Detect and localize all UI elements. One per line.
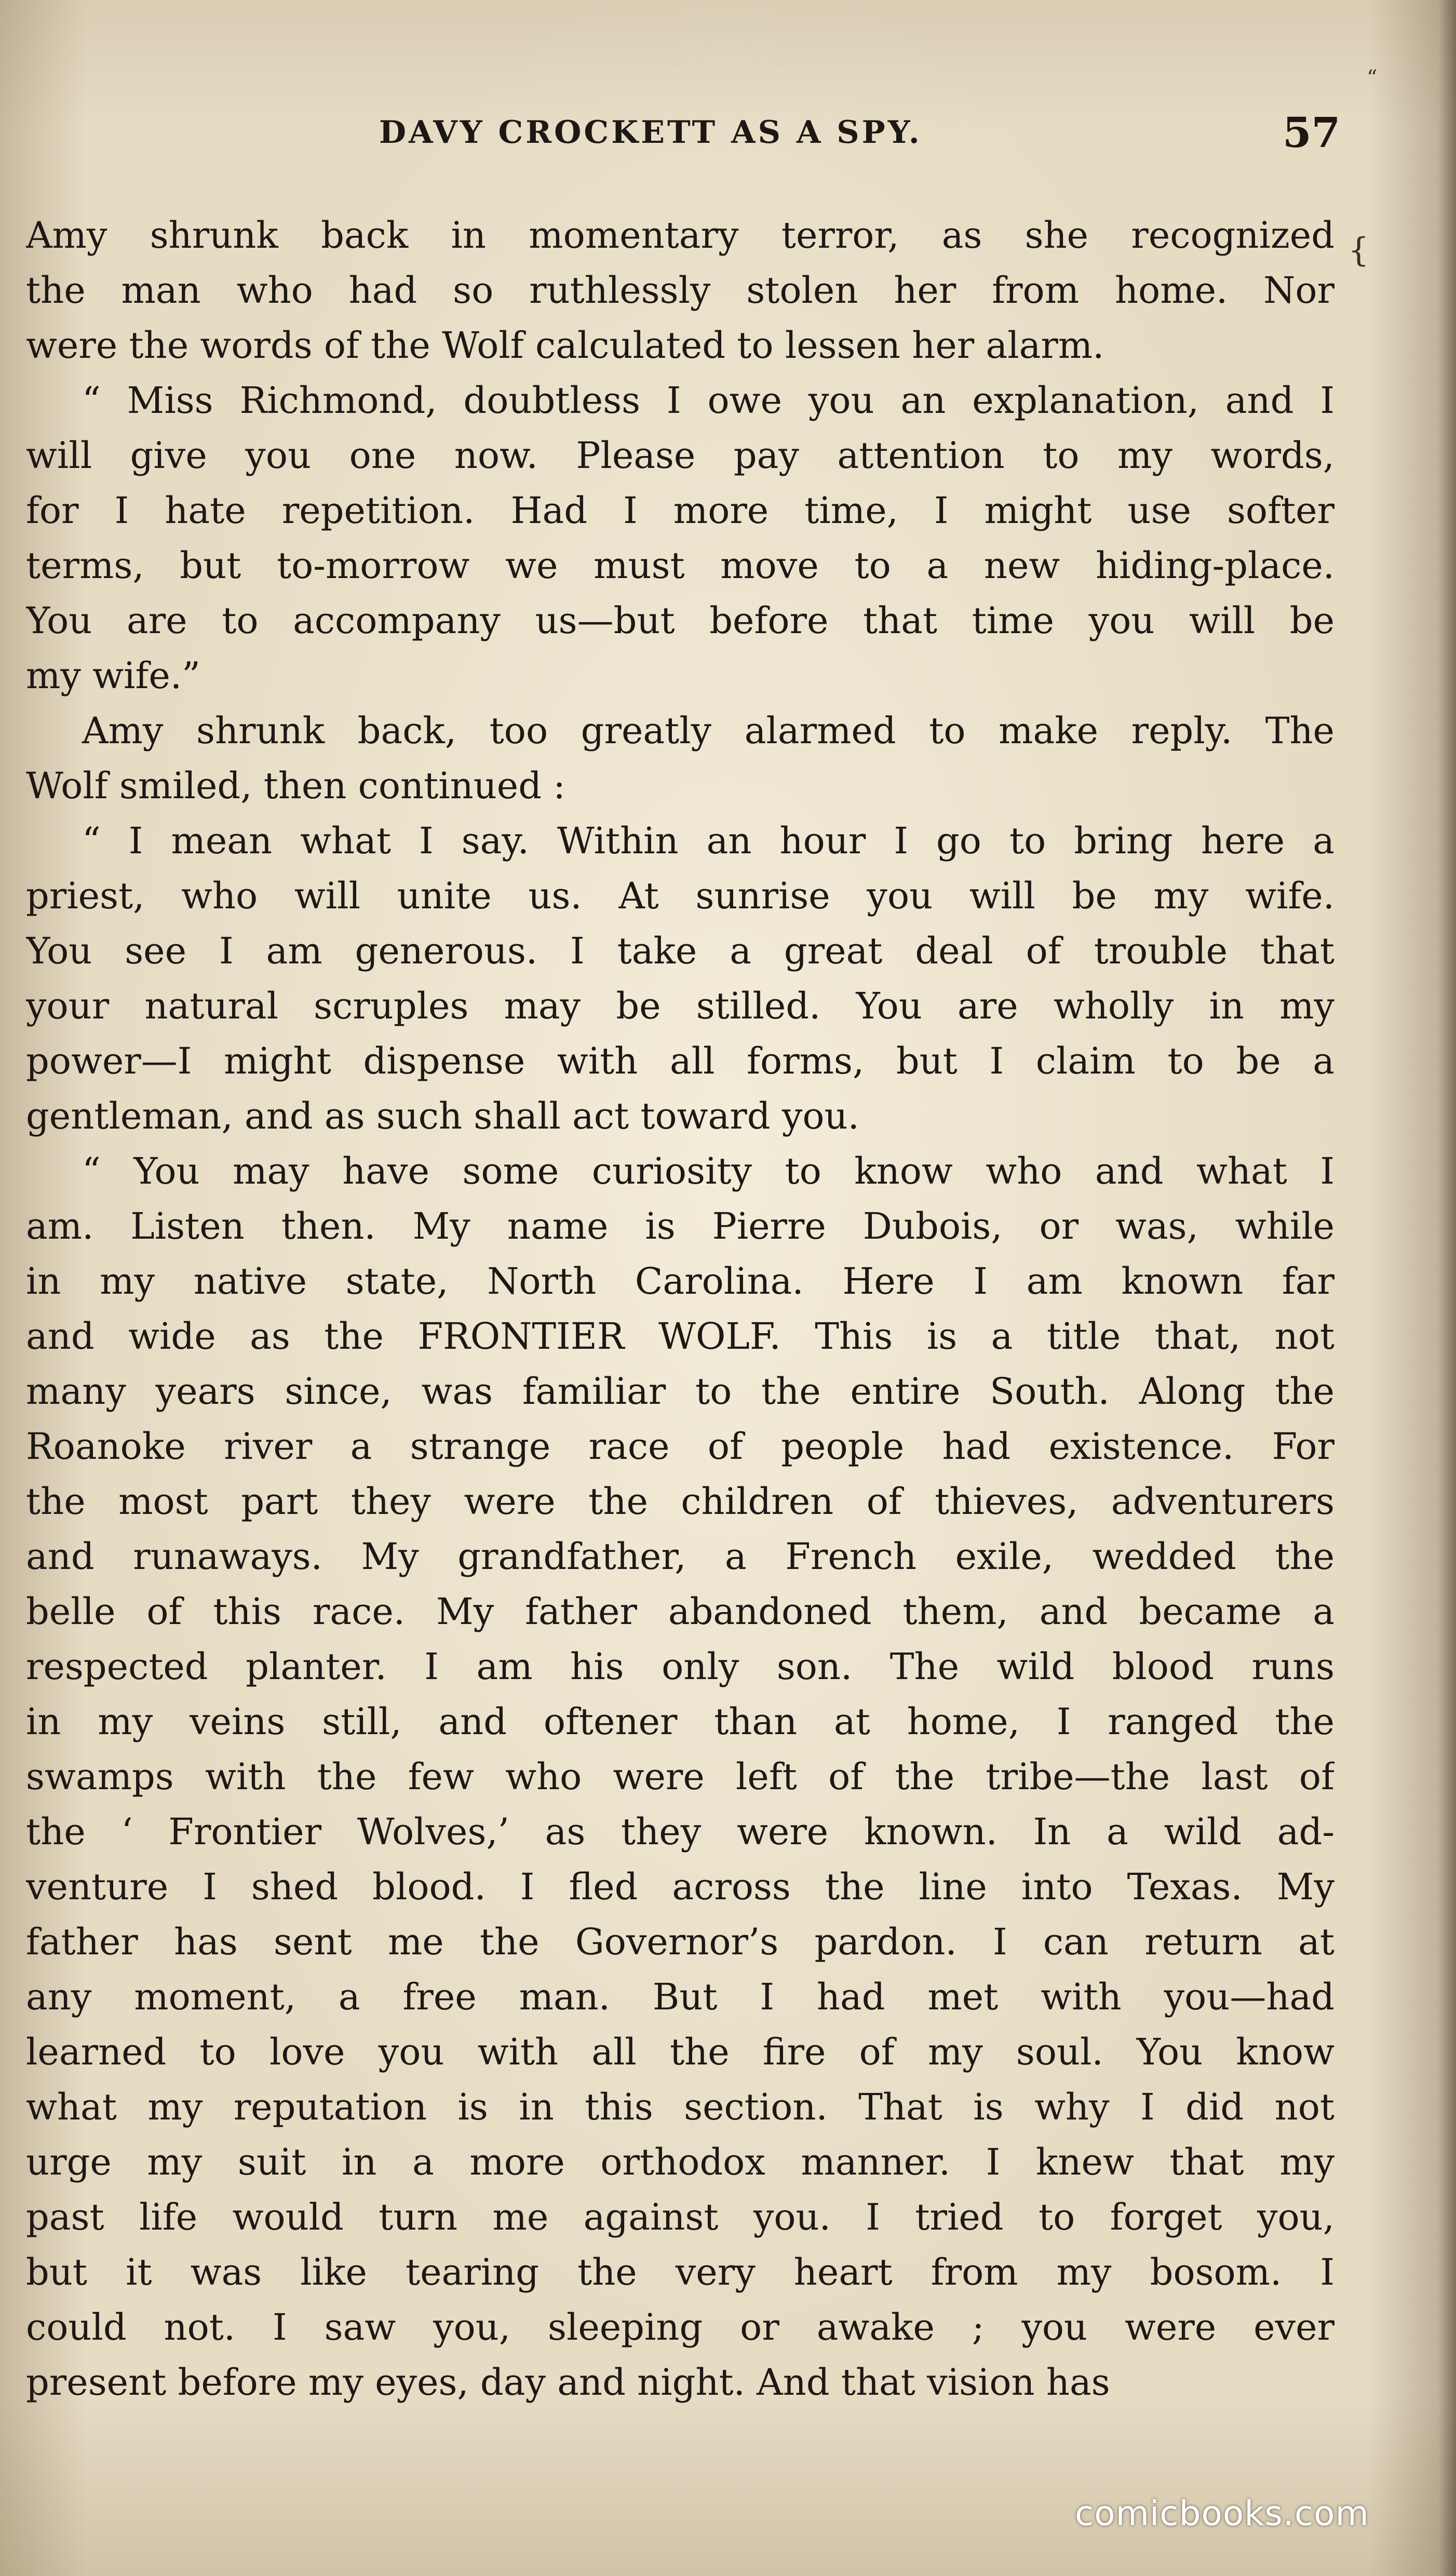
running-title: DAVY CROCKETT AS A SPY. xyxy=(379,114,922,151)
text-line: venture I shed blood. I fled across the line into Texas. My xyxy=(26,1866,1334,1908)
page-edge-shadow xyxy=(1438,0,1456,2576)
text-line: what my reputation is in this section. That is why I did not xyxy=(26,2086,1334,2128)
text-line: respected planter. I am his only son. The wild blood runs xyxy=(26,1645,1334,1688)
paragraph xyxy=(26,1144,1334,2410)
text-line: past life would turn me against you. I tried to forget you, xyxy=(26,2196,1334,2238)
paragraph xyxy=(26,373,1334,703)
text-line: “ I mean what I say. Within an hour I go to bring here a xyxy=(82,820,1334,862)
text-line: the man who had so ruthlessly stolen her from home. Nor xyxy=(26,269,1334,312)
text-line: father has sent me the Governor’s pardon. I can return at xyxy=(26,1921,1334,1963)
text-line: will give you one now. Please pay attention to my words, xyxy=(26,434,1334,477)
text-line: Amy shrunk back in momentary terror, as she recognized xyxy=(26,214,1334,257)
paragraph xyxy=(26,813,1334,1144)
text-line: were the words of the Wolf calculated to lessen her alarm. xyxy=(26,324,1104,367)
margin-mark: { xyxy=(1348,231,1369,270)
text-line: my wife.” xyxy=(26,654,200,697)
text-line: You are to accompany us—but before that time you will be xyxy=(26,599,1334,642)
text-line: and runaways. My grandfather, a French exile, wedded the xyxy=(26,1535,1334,1578)
text-line: in my native state, North Carolina. Here I am known far xyxy=(26,1260,1334,1303)
text-line: any moment, a free man. But I had met with you—had xyxy=(26,1976,1334,2018)
text-line: belle of this race. My father abandoned them, and became a xyxy=(26,1590,1334,1633)
text-line: your natural scruples may be stilled. You are wholly in my xyxy=(26,985,1334,1027)
text-line: present before my eyes, day and night. And that vision has xyxy=(26,2361,1110,2404)
text-line: and wide as the FRONTIER WOLF. This is a title that, not xyxy=(26,1315,1334,1358)
watermark: comicbooks.com xyxy=(1075,2493,1369,2533)
text-line: could not. I saw you, sleeping or awake ; you were ever xyxy=(26,2306,1334,2349)
text-line: in my veins still, and oftener than at home, I ranged the xyxy=(26,1700,1334,1743)
text-line: learned to love you with all the fire of my soul. You know xyxy=(26,2031,1334,2073)
text-line: the ‘ Frontier Wolves,’ as they were known. In a wild ad- xyxy=(26,1810,1334,1853)
text-line: for I hate repetition. Had I more time, I might use softer xyxy=(26,489,1334,532)
text-line: but it was like tearing the very heart from my bosom. I xyxy=(26,2251,1334,2293)
text-line: the most part they were the children of thieves, adventurers xyxy=(26,1480,1334,1523)
text-line: swamps with the few who were left of the tribe—the last of xyxy=(26,1755,1334,1798)
body-text xyxy=(26,208,1334,2410)
text-line: gentleman, and as such shall act toward you. xyxy=(26,1095,859,1137)
text-line: terms, but to-morrow we must move to a new hiding-place. xyxy=(26,544,1334,587)
text-line: Roanoke river a strange race of people had existence. For xyxy=(26,1425,1334,1468)
text-line: power—I might dispense with all forms, but I claim to be a xyxy=(26,1040,1334,1082)
text-line: “ Miss Richmond, doubtless I owe you an explanation, and I xyxy=(82,379,1334,422)
page-number: 57 xyxy=(1283,108,1341,157)
paragraph xyxy=(26,703,1334,813)
text-line: Amy shrunk back, too greatly alarmed to make reply. The xyxy=(82,709,1334,752)
text-line: “ You may have some curiosity to know who and what I xyxy=(82,1150,1334,1192)
text-line: Wolf smiled, then continued : xyxy=(26,764,565,807)
text-line: You see I am generous. I take a great deal of trouble that xyxy=(26,930,1334,972)
paragraph xyxy=(26,208,1334,373)
corner-mark: “ xyxy=(1367,66,1378,90)
running-head xyxy=(0,104,1456,161)
text-line: priest, who will unite us. At sunrise you will be my wife. xyxy=(26,875,1334,917)
text-line: am. Listen then. My name is Pierre Dubois, or was, while xyxy=(26,1205,1334,1247)
text-line: urge my suit in a more orthodox manner. I knew that my xyxy=(26,2141,1334,2183)
text-line: many years since, was familiar to the entire South. Along the xyxy=(26,1370,1334,1413)
